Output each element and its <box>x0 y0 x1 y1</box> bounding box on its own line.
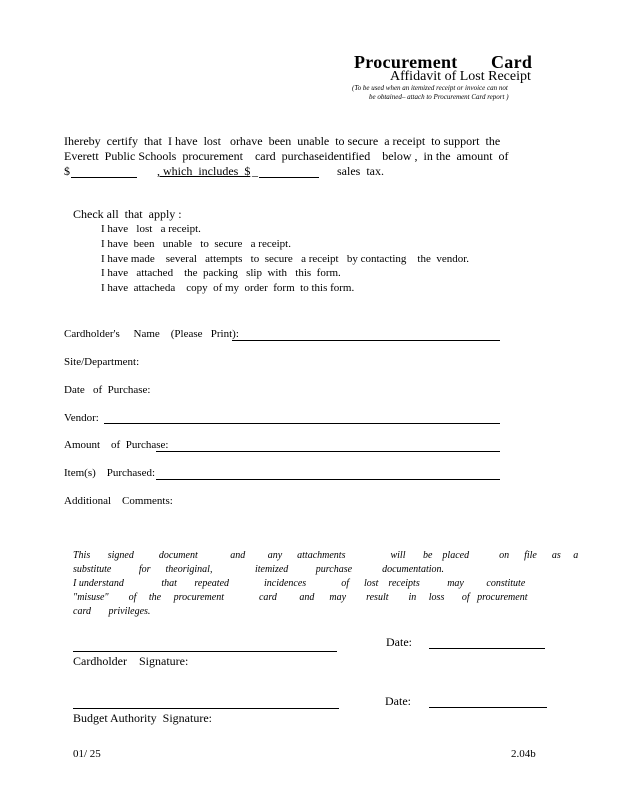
amount-blank[interactable] <box>71 177 137 178</box>
site-department-label: Site/Department: <box>64 356 140 368</box>
amount-dollar-sign: $ <box>64 164 70 178</box>
subtitle: Affidavit of Lost Receipt <box>390 69 531 84</box>
sales-tax-text: sales tax. <box>337 164 384 178</box>
cardholder-signature-label: Cardholder Signature: <box>73 654 189 668</box>
additional-comments-label: Additional Comments: <box>64 495 173 507</box>
cardholder-date-field[interactable] <box>429 648 545 649</box>
title-card: Card <box>491 52 533 72</box>
footer-date: 01/ 25 <box>73 748 101 760</box>
underscore-mark: _ <box>252 164 258 178</box>
disclaimer-line-3: I understand that repeated incidences of lost receipts may constitute <box>73 578 526 589</box>
checklist-item[interactable]: I have made several attempts to secure a receipt by contacting the vendor. <box>101 253 470 265</box>
checklist-item[interactable]: I have been unable to secure a receipt. <box>101 238 291 250</box>
checklist-heading: Check all that apply : <box>73 207 182 221</box>
vendor-field[interactable] <box>104 423 500 424</box>
checklist-item[interactable]: I have attacheda copy of my order form to this form. <box>101 282 355 294</box>
budget-authority-signature-label: Budget Authority Signature: <box>73 711 212 725</box>
disclaimer-line-5: card privileges. <box>73 606 151 617</box>
footer-form-number: 2.04b <box>511 748 536 760</box>
disclaimer-line-4: "misuse" of the procurement card and may result in loss of procurement <box>73 592 528 603</box>
cardholder-signature-field[interactable] <box>73 651 337 652</box>
cardholder-name-label: Cardholder's Name (Please Print): <box>64 328 239 340</box>
title-procurement: Procurement <box>354 52 458 72</box>
budget-date-field[interactable] <box>429 707 547 708</box>
date-label-cardholder: Date: <box>386 635 412 649</box>
amount-of-purchase-label: Amount of Purchase: <box>64 439 169 451</box>
vendor-label: Vendor: <box>64 412 99 424</box>
date-of-purchase-label: Date of Purchase: <box>64 384 151 396</box>
budget-signature-field[interactable] <box>73 708 339 709</box>
disclaimer-line-1: This signed document and any attachments will be placed on file as a <box>73 550 579 561</box>
disclaimer-line-2: substitute for theoriginal, itemized purchase documentation. <box>73 564 444 575</box>
cardholder-name-field[interactable] <box>232 340 500 341</box>
certify-line-2: Everett Public Schools procurement card purchaseidentified below , in the amount of <box>64 149 509 163</box>
usage-note-line-1: (To be used when an itemized receipt or invoice can not <box>352 84 508 92</box>
usage-note-line-2: be obtained– attach to Procurement Card report ) <box>369 93 509 101</box>
items-purchased-field[interactable] <box>156 479 500 480</box>
checklist-item[interactable]: I have attached the packing slip with this form. <box>101 267 341 279</box>
items-purchased-label: Item(s) Purchased: <box>64 467 156 479</box>
certify-line-1: Ihereby certify that I have lost orhave been unable to secure a receipt to support the <box>64 134 501 148</box>
date-label-budget: Date: <box>385 694 411 708</box>
sales-tax-blank[interactable] <box>259 177 319 178</box>
amount-of-purchase-field[interactable] <box>156 451 500 452</box>
checklist-item[interactable]: I have lost a receipt. <box>101 223 201 235</box>
includes-text: , which includes $ <box>157 164 251 178</box>
